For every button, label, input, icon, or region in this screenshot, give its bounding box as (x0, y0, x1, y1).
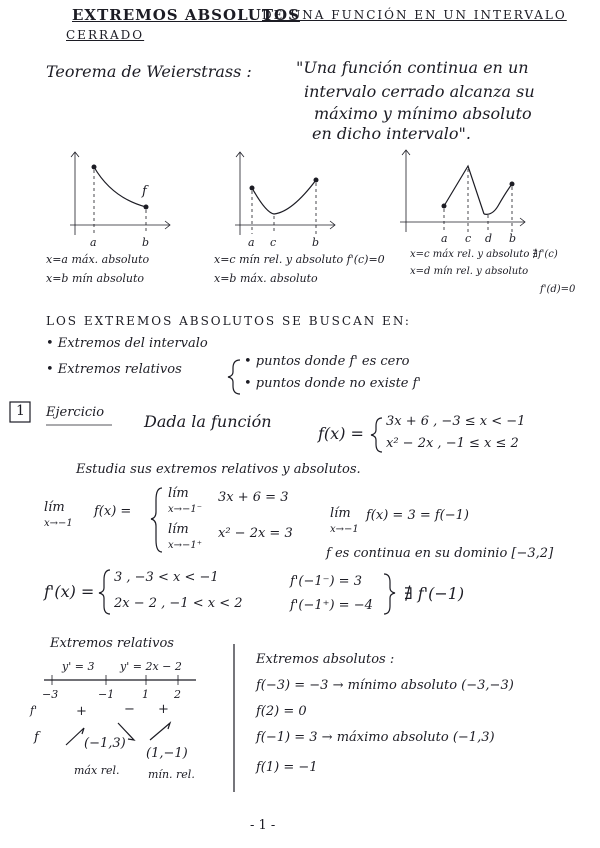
absolute-line-4: f(1) = −1 (256, 760, 318, 775)
absolute-line-1: f(−3) = −3 → mínimo absoluto (−3,−3) (256, 678, 514, 693)
limit-plus-expr: x² − 2x = 3 (218, 526, 293, 541)
graph3-caption-1: x=c máx rel. y absoluto ∄f'(c) (410, 249, 558, 260)
absolute-line-2: f(2) = 0 (256, 704, 307, 719)
graph3-c-label: c (465, 232, 472, 245)
exercise-case-1: 3x + 6 , −3 ≤ x < −1 (386, 414, 526, 429)
graph1-a-label: a (90, 236, 97, 249)
graph-3 (400, 150, 525, 232)
relative-point-2-label: mín. rel. (148, 768, 195, 781)
graph1-b-label: b (142, 236, 150, 249)
limit-fx: f(x) = (94, 504, 132, 519)
relative-tick-2: −1 (98, 688, 115, 701)
relative-y-prime-2: y' = 2x − 2 (120, 660, 182, 673)
graph3-caption-2: x=d mín rel. y absoluto (410, 266, 529, 277)
limit-minus-expr: 3x + 6 = 3 (218, 490, 289, 505)
arrow-up-2 (150, 723, 170, 740)
graph1-caption-2: x=b mín absoluto (46, 272, 145, 285)
search-item-1: • Extremos del intervalo (46, 336, 208, 351)
relative-point-1-label: máx rel. (74, 764, 120, 777)
relative-heading: Extremos relativos (50, 636, 174, 651)
derivative-case-2: 2x − 2 , −1 < x < 2 (114, 596, 243, 611)
arrow-up-1 (66, 728, 84, 745)
graph-2 (235, 152, 335, 235)
derivative-conclusion: ∄ f'(−1) (404, 584, 465, 603)
page-title-rest: DE UNA FUNCIÓN EN UN INTERVALO (262, 8, 567, 22)
limit-result-sub: x→−1 (330, 524, 359, 535)
limit-lim: lím (44, 500, 65, 515)
relative-point-1: (−1,3) (84, 736, 126, 751)
relative-f-label: f (34, 730, 39, 745)
exercise-statement: Dada la función (144, 412, 272, 431)
search-sub-1: • puntos donde f' es cero (244, 354, 410, 369)
page-number: - 1 - (250, 818, 276, 833)
exercise-study: Estudia sus extremos relativos y absolutos. (76, 462, 361, 477)
relative-sign-1: + (76, 704, 87, 719)
graph-1 (70, 152, 170, 235)
theorem-line-1: "Una función continua en un (296, 58, 529, 77)
derivative-left-limit: f'(−1⁻) = 3 (290, 574, 362, 589)
search-item-2: • Extremos relativos (46, 362, 182, 377)
graph3-b-label: b (509, 232, 517, 245)
exercise-label: Ejercicio (46, 405, 105, 420)
relative-fprime-label: f' (30, 704, 38, 717)
relative-y-prime-1: y' = 3 (62, 660, 95, 673)
graph1-f-label: f (142, 184, 147, 199)
limit-minus-sub: x→−1⁻ (168, 504, 203, 515)
graph2-caption-1: x=c mín rel. y absoluto f'(c)=0 (214, 253, 385, 266)
brace-deriv-limits (384, 574, 395, 614)
theorem-line-4: en dicho intervalo". (312, 124, 471, 143)
limit-minus-lim: lím (168, 486, 189, 501)
graph2-b-label: b (312, 236, 320, 249)
absolute-heading: Extremos absolutos : (256, 652, 395, 667)
brace-relative (228, 360, 240, 394)
graph2-c-label: c (270, 236, 277, 249)
graph3-a-label: a (441, 232, 448, 245)
search-heading: LOS EXTREMOS ABSOLUTOS SE BUSCAN EN: (46, 314, 411, 328)
exercise-case-2: x² − 2x , −1 ≤ x ≤ 2 (386, 436, 519, 451)
continuity-statement: f es continua en su dominio [−3,2] (326, 546, 554, 561)
graph3-caption-3: f'(d)=0 (540, 284, 576, 295)
derivative-right-limit: f'(−1⁺) = −4 (290, 598, 373, 613)
limit-result-lim: lím (330, 506, 351, 521)
limit-result: f(x) = 3 = f(−1) (366, 508, 469, 523)
limit-plus-lim: lím (168, 522, 189, 537)
derivative-fx: f'(x) = (44, 582, 95, 601)
graph1-caption-1: x=a máx. absoluto (46, 253, 150, 266)
derivative-case-1: 3 , −3 < x < −1 (114, 570, 219, 585)
relative-sign-2: − (124, 702, 135, 717)
relative-tick-3: 1 (142, 688, 149, 701)
limit-sub: x→−1 (44, 518, 73, 529)
brace-limit (151, 488, 162, 552)
brace-fx (371, 418, 382, 452)
exercise-number: 1 (16, 403, 25, 419)
limit-plus-sub: x→−1⁺ (168, 540, 203, 551)
brace-derivative (99, 570, 110, 614)
relative-point-2: (1,−1) (146, 746, 188, 761)
page-title-line2: CERRADO (66, 28, 145, 42)
theorem-line-2: intervalo cerrado alcanza su (304, 82, 535, 101)
relative-sign-3: + (158, 702, 169, 717)
theorem-name: Teorema de Weierstrass : (46, 62, 252, 81)
graph2-a-label: a (248, 236, 255, 249)
search-sub-2: • puntos donde no existe f' (244, 376, 422, 391)
page-title: EXTREMOS ABSOLUTOS (72, 6, 300, 24)
relative-tick-4: 2 (174, 688, 181, 701)
absolute-line-3: f(−1) = 3 → máximo absoluto (−1,3) (256, 730, 495, 745)
theorem-line-3: máximo y mínimo absoluto (314, 104, 532, 123)
graph3-d-label: d (485, 232, 493, 245)
exercise-fx: f(x) = (318, 424, 364, 443)
relative-tick-1: −3 (42, 688, 59, 701)
graph2-caption-2: x=b máx. absoluto (214, 272, 318, 285)
